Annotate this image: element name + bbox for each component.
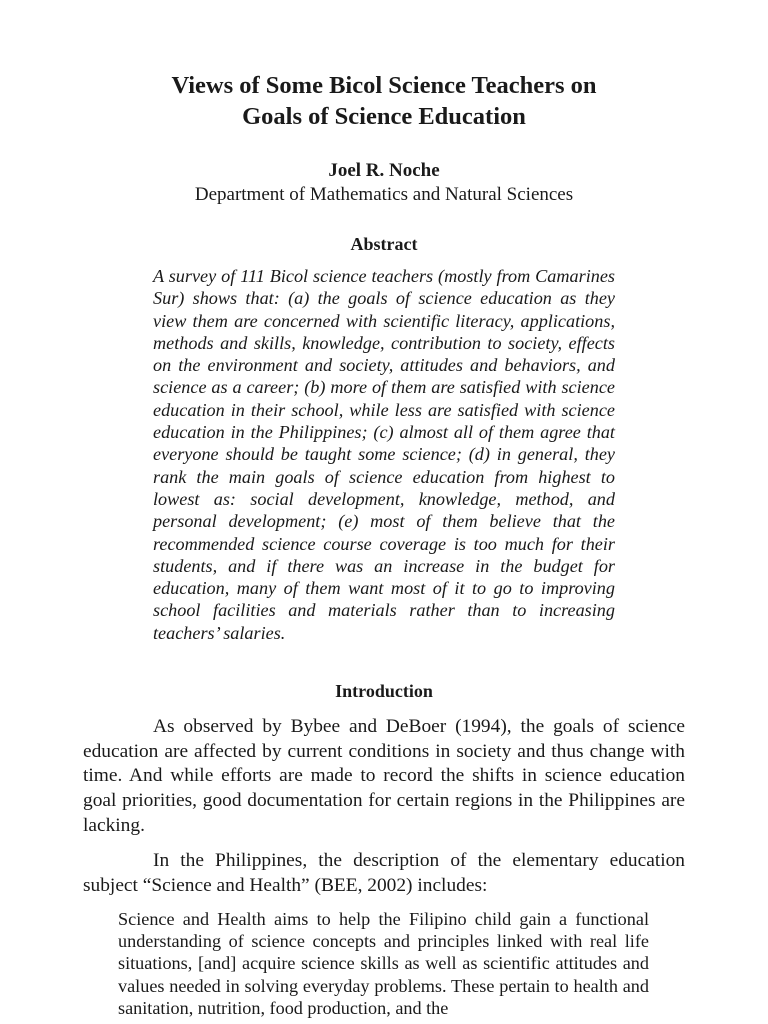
author-affiliation: Department of Mathematics and Natural Sciences [194,184,574,205]
author-name: Joel R. Noche [328,160,440,181]
abstract-text: A survey of 111 Bicol science teachers (mostly from Camarines Sur) shows that: (a) the goals of science education as they view them are concerned with scientific literacy, applications, methods and skills, knowledge, contribution to society, effects on the environment and society, attitudes and behaviors, and science as a career; (b) more of them are satisfied with science education in their school, while less are satisfied with science education in the Philippines; (c) almost all of them agree that everyone should be taught some science; (d) in general, they rank the main goals of science education from highest to lowest as: social development, knowledge, method, and personal development; (e) most of them believe that the recommended science course coverage is too much for their students, and if there was an increase in the budget for education, many of them want most of it to go to improving school facilities and materials rather than to increasing teachers’ salaries. [153,266,615,643]
introduction-heading: Introduction [335,681,433,701]
block-quote: Science and Health aims to help the Filipino child gain a functional understanding of science concepts and principles linked with real life situations, [and] acquire science skills as well as scientific attitudes and values needed in solving everyday problems. These pertain to health and sanitation, nutrition, food production, and the [118,909,649,1018]
introduction-paragraph-2: In the Philippines, the description of the elementary education subject “Science and Health” (BEE, 2002) includes: [83,850,685,896]
paper-title-line-1: Views of Some Bicol Science Teachers on [171,72,597,99]
paper-title [0,70,768,132]
paper-title-line-2: Goals of Science Education [242,103,526,130]
introduction-paragraph-1: As observed by Bybee and DeBoer (1994), the goals of science education are affected by current conditions in society and thus change with time. And while efforts are made to record the shifts in science education goal priorities, good documentation for certain regions in the Philippines are lacking. [83,716,685,836]
abstract-heading: Abstract [350,234,418,254]
